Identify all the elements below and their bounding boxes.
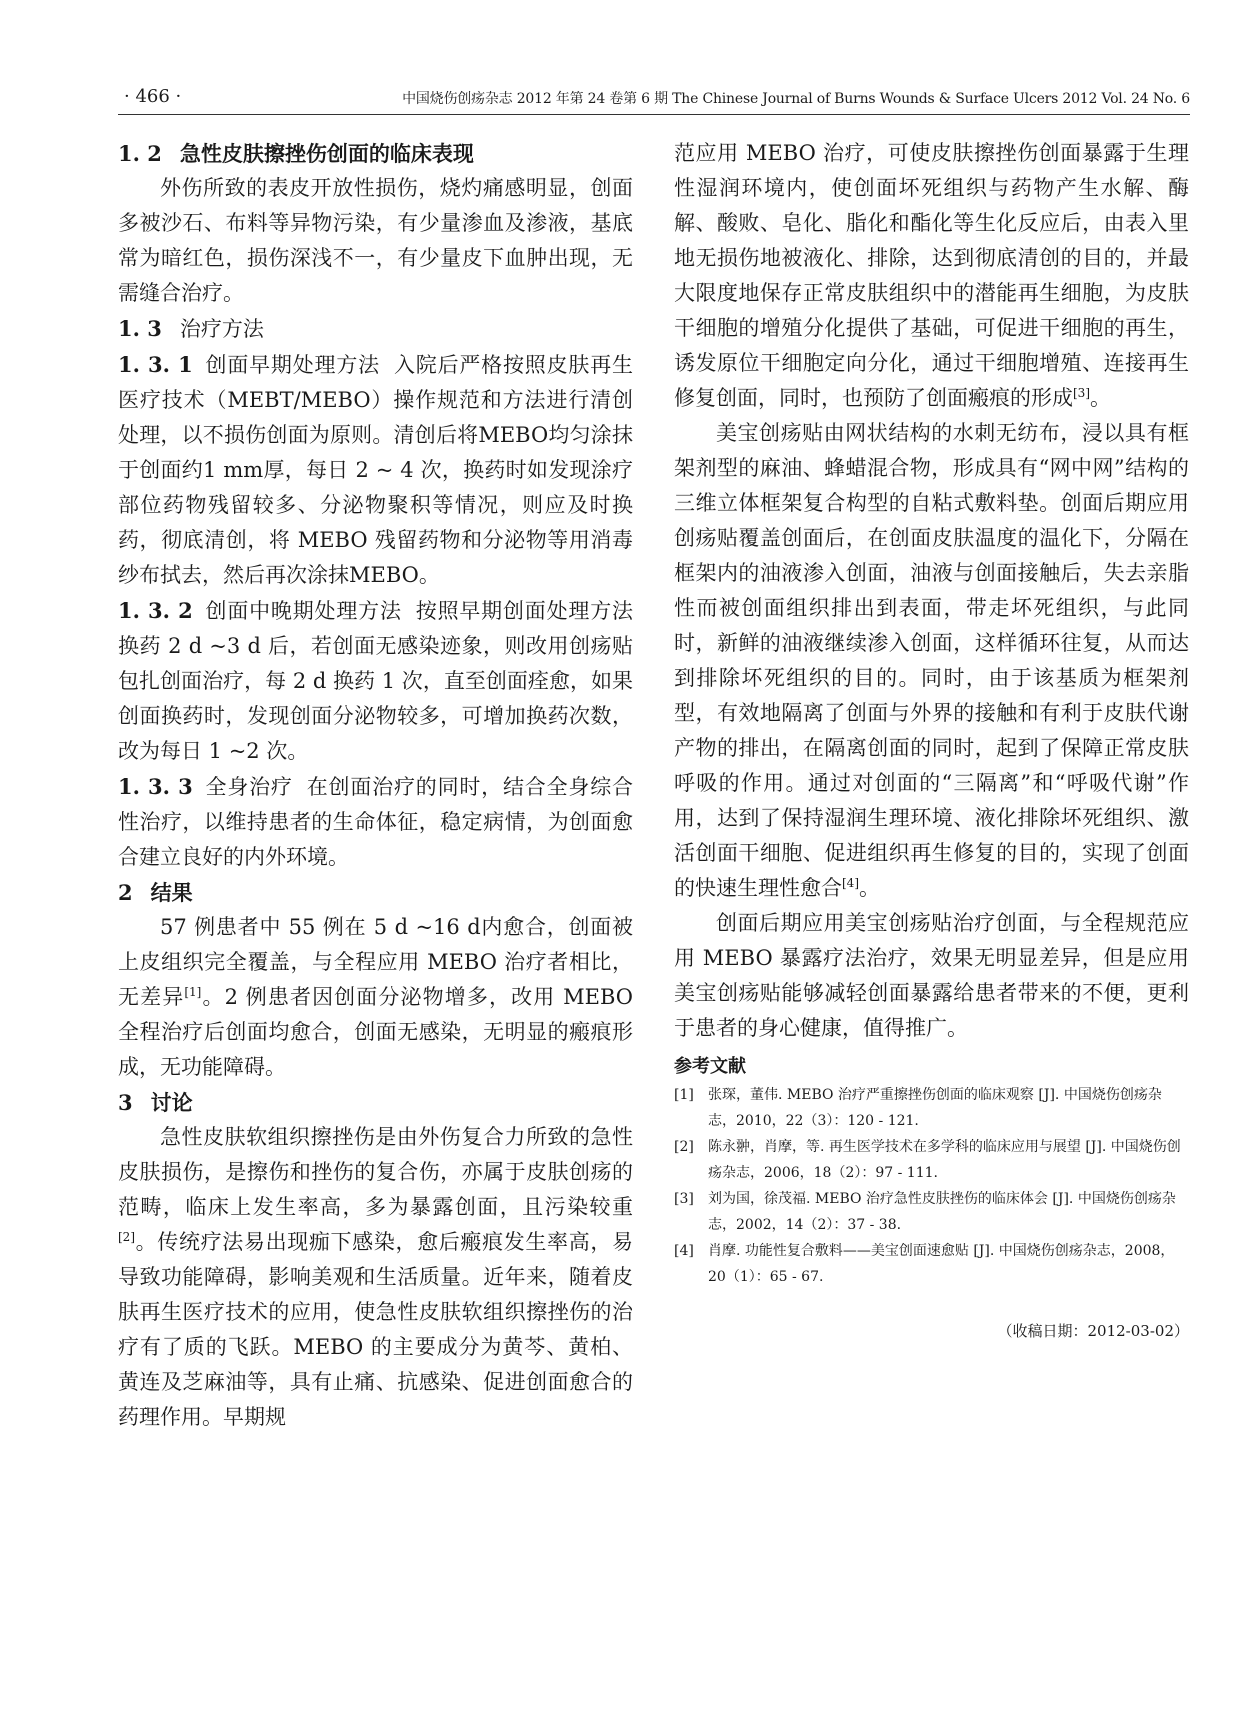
reference-index: [3] <box>674 1191 694 1207</box>
right-column <box>674 136 1189 1349</box>
received-date: （收稿日期：2012-03-02） <box>997 1322 1189 1340</box>
text-run: 急性皮肤软组织擦挫伤是由外伤复合力所致的急性皮肤损伤，是擦伤和挫伤的复合伤，亦属于皮肤创疡的范畴，临床上发生率高，多为暴露创面，且污染较重 <box>118 1125 633 1219</box>
paragraph: 在创面治疗的同时，结合全身综合性治疗，以维持患者的生命体征，稳定病情，为创面愈合建立良好的内外环境。 <box>118 775 634 869</box>
text-run: 。传统疗法易出现痂下感染，愈后瘢痕发生率高，易导致功能障碍，影响美观和生活质量。近年来，随着皮肤再生医疗技术的应用，使急性皮肤软组织擦挫伤的治疗有了质的飞跃。MEBO 的主要成分为黄芩、黄柏、黄连及芝麻油等，具有止痛、抗感染、促进创面愈合的药理作用。早期规 <box>118 1230 633 1429</box>
text-run: 。2 例患者因创面分泌物增多，改用 MEBO 全程治疗后创面均愈合，创面无感染，无明显的瘢痕形成，无功能障碍。 <box>118 985 633 1079</box>
section-title: 结果 <box>150 880 193 905</box>
subsection-1-3-3 <box>118 769 633 875</box>
subsection-title: 全身治疗 <box>204 775 293 799</box>
section-heading-2 <box>118 875 633 910</box>
subsection-number: 1. 3. 3 <box>118 774 193 799</box>
text-run: 。 <box>1090 386 1111 410</box>
text-run: 。 <box>859 876 880 900</box>
subsection-title: 创面中晚期处理方法 <box>204 599 402 623</box>
text-run: 57 例患者中 55 例在 5 d ~16 d内愈合，创面被上皮组织完全覆盖，与全程应用 MEBO 治疗者相比，无差异 <box>118 915 633 1009</box>
references-heading: 参考文献 <box>674 1056 746 1077</box>
reference-item <box>674 1082 1189 1134</box>
running-header <box>118 84 1190 115</box>
text-run: 范应用 MEBO 治疗，可使皮肤擦挫伤创面暴露于生理性湿润环境内，使创面坏死组织与药物产生水解、酶解、酸败、皂化、脂化和酯化等生化反应后，由表入里地无损伤地被液化、排除，达到彻底清创的目的，并最大限度地保存正常皮肤组织中的潜能再生细胞，为皮肤干细胞的增殖分化提供了基础，可促进干细胞的再生，诱发原位干细胞定向分化，通过干细胞增殖、连接再生修复创面，同时，也预防了创面瘢痕的形成 <box>674 141 1189 410</box>
subsection-number: 1. 3. 1 <box>118 352 193 377</box>
page-number: · 466 · <box>124 86 182 107</box>
section-heading-1-2 <box>118 136 633 171</box>
paragraph <box>674 136 1189 416</box>
reference-text: 张琛，董伟. MEBO 治疗严重擦挫伤创面的临床观察 [J]. 中国烧伤创疡杂志，2010，22（3）：120 - 121. <box>708 1087 1162 1129</box>
section-title: 治疗方法 <box>179 317 264 341</box>
reference-index: [4] <box>674 1243 694 1259</box>
paragraph <box>674 416 1189 906</box>
citation-ref: [4] <box>842 876 859 890</box>
reference-index: [1] <box>674 1087 694 1103</box>
section-number: 3 <box>118 1090 133 1115</box>
journal-citation: 中国烧伤创疡杂志 2012 年第 24 卷第 6 期 The Chinese Journal of Burns Wounds & Surface Ulcers 2012 Vol. 24 No. 6 <box>402 91 1190 107</box>
reference-text: 肖摩. 功能性复合敷料——美宝创面速愈贴 [J]. 中国烧伤创疡杂志，2008，20（1）：65 - 67. <box>708 1243 1175 1285</box>
section-number: 1. 3 <box>118 316 162 341</box>
reference-index: [2] <box>674 1139 694 1155</box>
reference-list <box>674 1082 1189 1290</box>
section-number: 1. 2 <box>118 141 162 166</box>
citation-ref: [2] <box>118 1230 135 1244</box>
section-heading-1-3 <box>118 311 633 347</box>
section-title: 讨论 <box>150 1090 193 1115</box>
paragraph: 按照早期创面处理方法换药 2 d ~3 d 后，若创面无感染迹象，则改用创疡贴包扎创面治疗，每 2 d 换药 1 次，直至创面痊愈，如果创面换药时，发现创面分泌物较多，可增加换药次数，改为每日 1 ~2 次。 <box>118 599 634 763</box>
reference-item <box>674 1186 1189 1238</box>
reference-item <box>674 1134 1189 1186</box>
citation-ref: [1] <box>184 985 202 999</box>
paragraph: 入院后严格按照皮肤再生医疗技术（MEBT/MEBO）操作规范和方法进行清创处理，以不损伤创面为原则。清创后将MEBO均匀涂抹于创面约1 mm厚，每日 2 ~ 4 次，换药时如发现涂疗部位药物残留较多、分泌物聚积等情况，则应及时换药，彻底清创，将 MEBO 残留药物和分泌物等用消毒纱布拭去，然后再次涂抹MEBO。 <box>118 353 634 587</box>
subsection-title: 创面早期处理方法 <box>204 353 380 377</box>
text-run: 美宝创疡贴由网状结构的水刺无纺布，浸以具有框架剂型的麻油、蜂蜡混合物，形成具有“网中网”结构的三维立体框架复合构型的自粘式敷料垫。创面后期应用创疡贴覆盖创面后，在创面皮肤温度的温化下，分隔在框架内的油液渗入创面，油液与创面接触后，失去亲脂性而被创面组织排出到表面，带走坏死组织，与此同时，新鲜的油液继续渗入创面，这样循环往复，从而达到排除坏死组织的目的。同时，由于该基质为框架剂型，有效地隔离了创面与外界的接触和有利于皮肤代谢产物的排出，在隔离创面的同时，起到了保障正常皮肤呼吸的作用。通过对创面的“三隔离”和“呼吸代谢”作用，达到了保持湿润生理环境、液化排除坏死组织、激活创面干细胞、促进组织再生修复的目的，实现了创面的快速生理性愈合 <box>674 421 1189 900</box>
paragraph <box>118 910 633 1085</box>
section-title: 急性皮肤擦挫伤创面的临床表现 <box>179 141 474 166</box>
citation-ref: [3] <box>1073 386 1090 400</box>
section-number: 2 <box>118 880 133 905</box>
paragraph: 创面后期应用美宝创疡贴治疗创面，与全程规范应用 MEBO 暴露疗法治疗，效果无明显差异，但是应用美宝创疡贴能够减轻创面暴露给患者带来的不便，更利于患者的身心健康，值得推广。 <box>674 911 1189 1040</box>
subsection-number: 1. 3. 2 <box>118 598 193 623</box>
subsection-1-3-1 <box>118 347 633 593</box>
reference-text: 刘为国，徐茂福. MEBO 治疗急性皮肤挫伤的临床体会 [J]. 中国烧伤创疡杂志，2002，14（2）：37 - 38. <box>708 1191 1176 1233</box>
reference-item <box>674 1238 1189 1290</box>
left-column <box>118 136 633 1435</box>
paragraph: 外伤所致的表皮开放性损伤，烧灼痛感明显，创面多被沙石、布料等异物污染，有少量渗血及渗液，基底常为暗红色，损伤深浅不一，有少量皮下血肿出现，无需缝合治疗。 <box>118 176 633 305</box>
paragraph <box>118 1120 633 1435</box>
subsection-1-3-2 <box>118 593 633 769</box>
reference-text: 陈永翀，肖摩，等. 再生医学技术在多学科的临床应用与展望 [J]. 中国烧伤创疡杂志，2006，18（2）：97 - 111. <box>708 1139 1181 1181</box>
section-heading-3 <box>118 1085 633 1120</box>
